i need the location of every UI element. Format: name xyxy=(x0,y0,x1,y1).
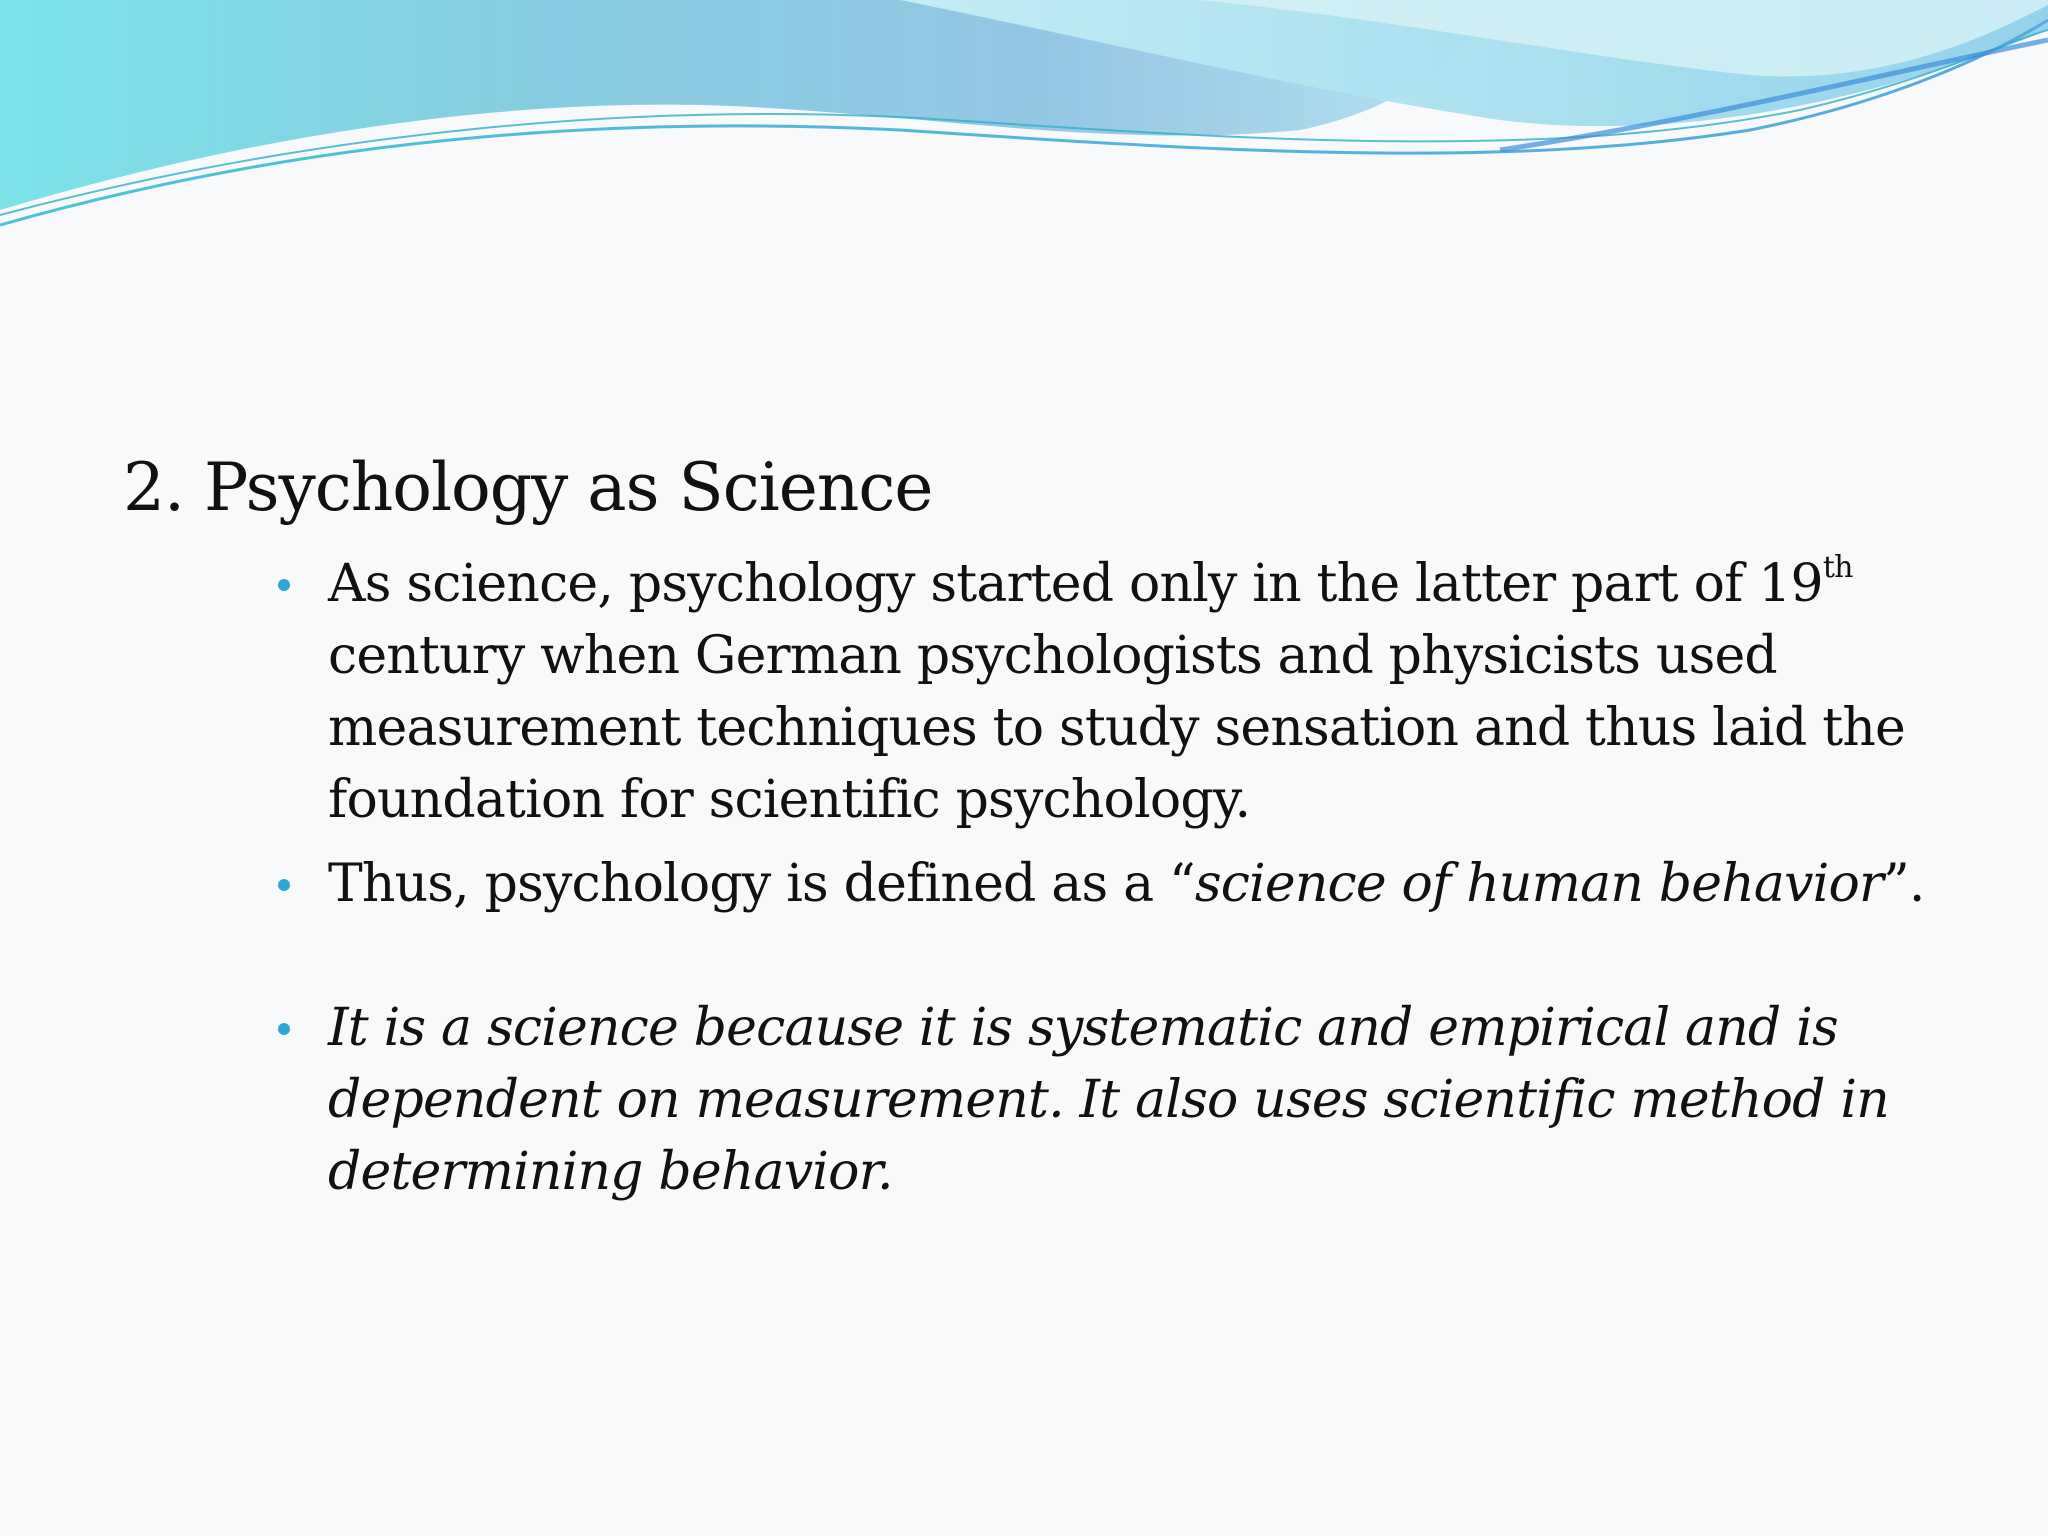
bullet-text-end: ”. xyxy=(1883,854,1925,914)
bullet-dot-icon xyxy=(278,579,290,591)
bullet-dot-icon xyxy=(278,1023,290,1035)
superscript: th xyxy=(1822,549,1853,585)
bullet-item xyxy=(278,992,1998,1208)
bullet-dot-icon xyxy=(278,879,290,891)
slide-title: 2. Psychology as Science xyxy=(123,449,933,526)
bullet-list xyxy=(278,548,1998,1208)
header-wave-decoration xyxy=(0,0,2048,240)
bullet-text: As science, psychology started only in the latter part of 19 xyxy=(328,554,1823,614)
bullet-text: It is a science because it is systematic and empirical and is dependent on measurement. It also uses scientific method in determining behavior. xyxy=(328,998,1889,1202)
bullet-text-continued: century when German psychologists and physicists used measurement techniques to study sensation and thus laid the foundation for scientific psychology. xyxy=(328,626,1905,830)
bullet-item xyxy=(278,548,1998,836)
bullet-item xyxy=(278,848,1998,920)
bullet-emphasis: science of human behavior xyxy=(1194,854,1884,914)
bullet-text: Thus, psychology is defined as a “ xyxy=(328,854,1195,914)
